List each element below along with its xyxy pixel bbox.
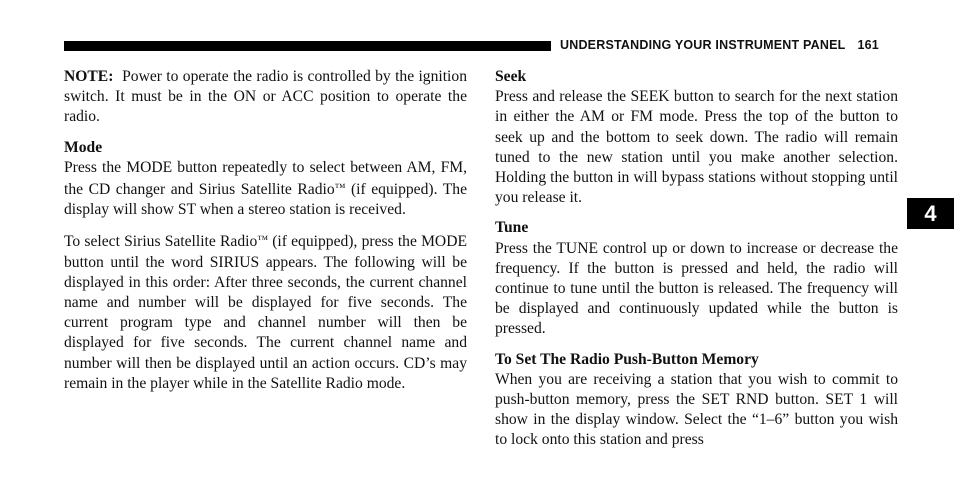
trademark-symbol: ™ xyxy=(257,234,269,247)
chapter-tab: 4 xyxy=(907,198,954,229)
mode-text-1b: (if equipped). The display will show ST when a stereo station is received. xyxy=(64,181,467,219)
mode-paragraph-2 xyxy=(64,230,467,394)
memory-heading: To Set The Radio Push-Button Memory xyxy=(495,350,759,368)
right-column xyxy=(495,67,898,451)
left-column xyxy=(64,67,467,394)
mode-paragraph-1 xyxy=(64,158,467,221)
mode-text-2b: (if equipped), press the MODE button until the word SIRIUS appears. The following will be displayed in this order: After three seconds, the current channel name and number will be displayed for five seconds. The current program type and channel number will then be displayed for five seconds. The current channel name and number will then be displayed until an action occurs. CD’s may remain in the player while in the Satellite Radio mode. xyxy=(64,233,467,392)
note-label: NOTE: xyxy=(64,68,114,85)
header-title: UNDERSTANDING YOUR INSTRUMENT PANEL xyxy=(560,38,846,52)
tune-paragraph: Press the TUNE control up or down to increase or decrease the frequency. If the button is pressed and held, the radio will continue to tune until the button is released. The frequency will be displayed and continuously updated while the button is pressed. xyxy=(495,239,898,338)
memory-paragraph: When you are receiving a station that you wish to commit to push-button memory, press the SET RND button. SET 1 will show in the display window. Select the “1–6” button you wish to lock onto this station and press xyxy=(495,370,898,449)
mode-heading: Mode xyxy=(64,138,103,156)
tune-heading: Tune xyxy=(495,219,529,237)
header-rule xyxy=(64,41,551,51)
mode-text-1a: Press the MODE button repeatedly to select between AM, FM, the CD changer and Sirius Satellite Radio xyxy=(64,158,467,199)
page-number: 161 xyxy=(857,38,879,52)
seek-paragraph: Press and release the SEEK button to search for the next station in either the AM or FM mode. Press the top of the button to seek up and the bottom to seek down. The radio will remain tuned to the new station until you make another selection. Holding the button in will bypass stations without stopping until you release it. xyxy=(495,88,898,207)
running-header xyxy=(560,38,879,52)
seek-heading: Seek xyxy=(495,68,527,85)
note-text: Power to operate the radio is controlled by the ignition switch. It must be in the ON or ACC position to operate the radio. xyxy=(64,68,467,126)
mode-text-2a: To select Sirius Satellite Radio xyxy=(64,233,258,251)
trademark-symbol: ™ xyxy=(334,182,346,195)
note-paragraph xyxy=(64,67,467,128)
